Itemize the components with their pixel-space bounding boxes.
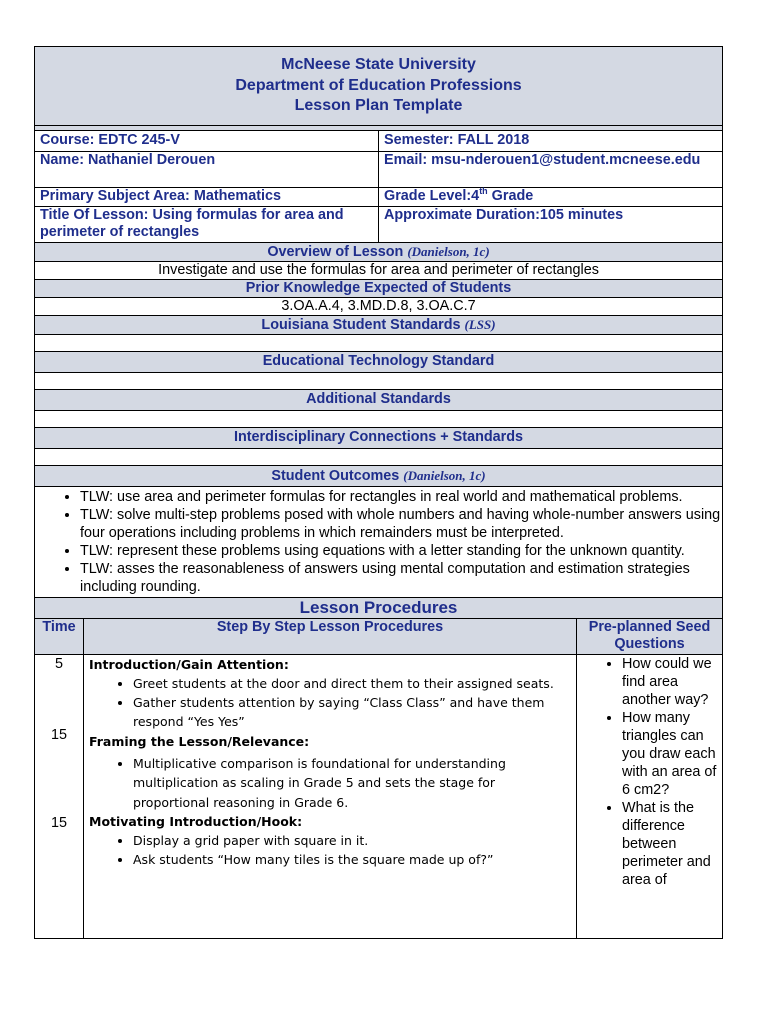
outcome-item: • TLW: solve multi-step problems posed with whole numbers and having whole-number answers using four operations including problems in which remainders must be interpreted. bbox=[80, 506, 722, 542]
time-value: 15 bbox=[50, 814, 67, 831]
seed-column-header: Pre-planned Seed Questions bbox=[577, 618, 723, 654]
hook-item: • Display a grid paper with square in it. bbox=[133, 831, 571, 850]
steps-column-header: Step By Step Lesson Procedures bbox=[84, 618, 577, 654]
hook-heading: Motivating Introduction/Hook: bbox=[89, 813, 303, 829]
time-value: 15 bbox=[50, 726, 67, 743]
interdisciplinary-content bbox=[35, 448, 723, 465]
outcomes-list bbox=[35, 488, 722, 596]
lesson-procedures-heading: Lesson Procedures bbox=[35, 597, 723, 618]
grade-cell bbox=[379, 188, 723, 207]
hook-list bbox=[89, 831, 571, 870]
grade-suffix: Grade bbox=[487, 188, 534, 204]
semester-cell: Semester: FALL 2018 bbox=[379, 131, 723, 152]
overview-ref: (Danielson, 1c) bbox=[407, 243, 490, 259]
duration-cell: Approximate Duration:105 minutes bbox=[379, 206, 723, 242]
department-name: Department of Education Professions bbox=[235, 76, 522, 94]
email-cell: Email: msu-nderouen1@student.mcneese.edu bbox=[379, 152, 723, 188]
university-name: McNeese State University bbox=[281, 56, 476, 74]
overview-label: Overview of Lesson bbox=[267, 243, 408, 260]
steps-column bbox=[84, 654, 577, 938]
lss-ref: (LSS) bbox=[464, 316, 496, 332]
lss-label: Louisiana Student Standards bbox=[261, 316, 465, 333]
name-cell: Name: Nathaniel Derouen bbox=[35, 152, 379, 188]
subject-cell: Primary Subject Area: Mathematics bbox=[35, 188, 379, 207]
overview-text: Investigate and use the formulas for area and perimeter of rectangles bbox=[35, 261, 723, 279]
seed-question: • How could we find area another way? bbox=[622, 655, 722, 709]
outcomes-heading bbox=[35, 465, 723, 486]
additional-content bbox=[35, 410, 723, 427]
lesson-plan-page bbox=[34, 46, 722, 1024]
outcome-item: • TLW: use area and perimeter formulas for rectangles in real world and mathematical problems. bbox=[80, 488, 722, 506]
outcomes-list-cell bbox=[35, 486, 723, 597]
hook-item: • Ask students “How many tiles is the square made up of?” bbox=[133, 850, 571, 869]
lss-content bbox=[35, 334, 723, 351]
seed-question: • How many triangles can you draw each with an area of 6 cm2? bbox=[622, 709, 722, 799]
seed-question: • What is the difference between perimeter and area of bbox=[622, 799, 722, 889]
course-cell: Course: EDTC 245-V bbox=[35, 131, 379, 152]
time-column-header: Time bbox=[35, 618, 84, 654]
framing-list bbox=[89, 754, 571, 812]
template-name: Lesson Plan Template bbox=[294, 97, 463, 115]
framing-item: • Multiplicative comparison is foundational for understanding multiplication as scaling in Grade 5 and sets the stage for proportional reasoning in Grade 6. bbox=[133, 754, 571, 812]
time-value: 5 bbox=[54, 655, 63, 672]
prior-knowledge-heading: Prior Knowledge Expected of Students bbox=[35, 279, 723, 297]
framing-heading: Framing the Lesson/Relevance: bbox=[89, 733, 310, 749]
lss-heading bbox=[35, 315, 723, 334]
seed-questions-column bbox=[577, 654, 723, 938]
interdisciplinary-heading: Interdisciplinary Connections + Standards bbox=[35, 427, 723, 448]
intro-heading: Introduction/Gain Attention: bbox=[89, 656, 289, 672]
lesson-title-cell: Title Of Lesson: Using formulas for area and perimeter of rectangles bbox=[35, 206, 379, 242]
intro-item: • Gather students attention by saying “Class Class” and have them respond “Yes Yes” bbox=[133, 693, 571, 732]
edtech-content bbox=[35, 372, 723, 389]
outcome-item: • TLW: represent these problems using equations with a letter standing for the unknown quantity. bbox=[80, 542, 722, 560]
prior-knowledge-text: 3.OA.A.4, 3.MD.D.8, 3.OA.C.7 bbox=[35, 297, 723, 315]
time-column bbox=[35, 654, 84, 938]
intro-list bbox=[89, 674, 571, 732]
overview-heading bbox=[35, 242, 723, 261]
grade-superscript: th bbox=[479, 186, 488, 197]
lesson-plan-table bbox=[34, 46, 723, 939]
document-header bbox=[35, 47, 723, 126]
seed-questions-list bbox=[577, 655, 722, 889]
intro-item: • Greet students at the door and direct them to their assigned seats. bbox=[133, 674, 571, 693]
outcomes-ref: (Danielson, 1c) bbox=[403, 467, 486, 483]
additional-heading: Additional Standards bbox=[35, 389, 723, 410]
edtech-heading: Educational Technology Standard bbox=[35, 351, 723, 372]
outcome-item: • TLW: asses the reasonableness of answers using mental computation and estimation strategies including rounding. bbox=[80, 560, 722, 596]
outcomes-label: Student Outcomes bbox=[271, 467, 404, 484]
grade-prefix: Grade Level:4 bbox=[384, 188, 480, 204]
